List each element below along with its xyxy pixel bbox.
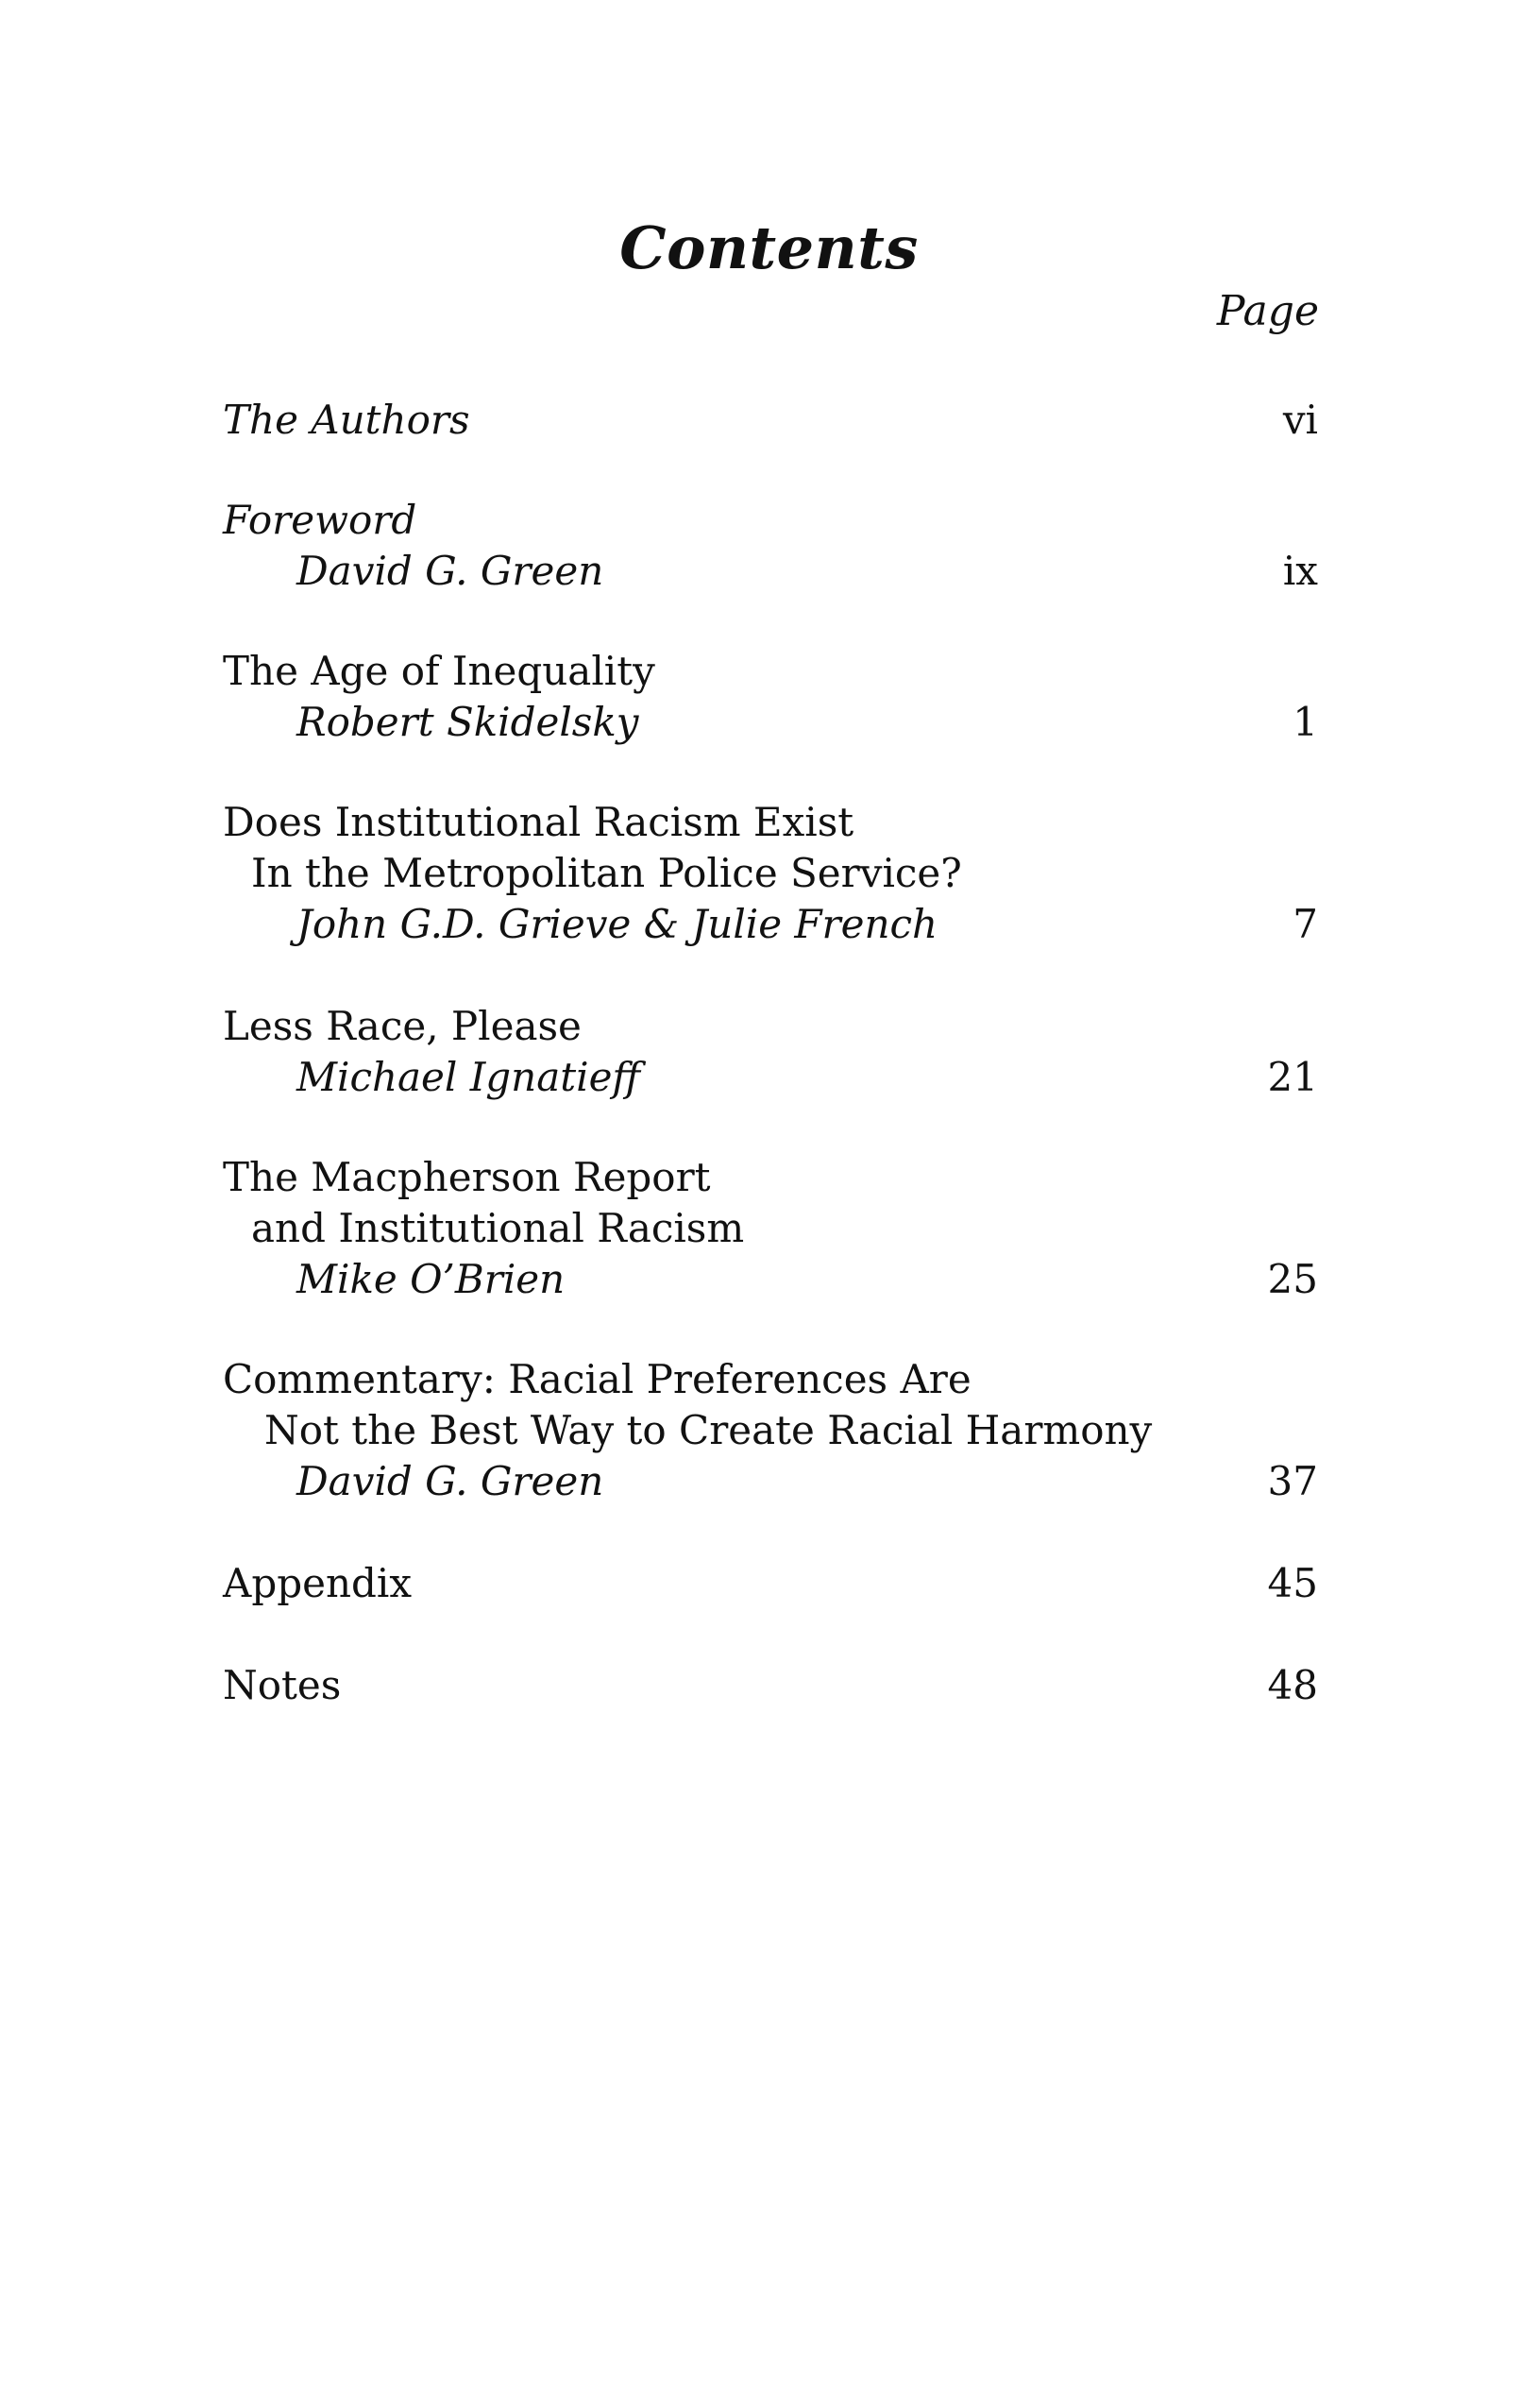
toc-entry-title-continued: In the Metropolitan Police Service? bbox=[251, 850, 962, 896]
toc-entry-title: Commentary: Racial Preferences Are bbox=[223, 1356, 972, 1402]
toc-entry-author: John G.D. Grieve & Julie French bbox=[296, 901, 938, 947]
toc-entry-page: 21 bbox=[1267, 1054, 1318, 1100]
toc-entry-page: 25 bbox=[1267, 1256, 1318, 1302]
toc-entry-title-continued: and Institutional Racism bbox=[251, 1205, 745, 1251]
toc-entry-author: Mike O’Brien bbox=[296, 1256, 566, 1302]
toc-entry-page: 45 bbox=[1267, 1560, 1318, 1606]
toc-entry-page: 48 bbox=[1267, 1662, 1318, 1708]
toc-entry-title-continued: Not the Best Way to Create Racial Harmony bbox=[264, 1407, 1153, 1453]
toc-entry-title: The Macpherson Report bbox=[223, 1154, 711, 1200]
toc-entry-title: The Age of Inequality bbox=[223, 648, 655, 694]
toc-entry-page: 37 bbox=[1267, 1458, 1318, 1504]
table-of-contents bbox=[223, 0, 1318, 2408]
toc-entry-title: Notes bbox=[223, 1662, 342, 1708]
toc-entry-title: Foreword bbox=[223, 497, 417, 543]
toc-entry-author: David G. Green bbox=[296, 548, 604, 594]
toc-entry-title: Appendix bbox=[223, 1560, 413, 1606]
toc-entry-page: vi bbox=[1282, 397, 1318, 443]
toc-entry-title: Less Race, Please bbox=[223, 1003, 582, 1049]
toc-entry-title: The Authors bbox=[223, 397, 470, 443]
toc-entry-page: ix bbox=[1282, 548, 1318, 594]
page-title: Contents bbox=[619, 213, 919, 282]
toc-entry-author: Michael Ignatieff bbox=[296, 1054, 641, 1100]
toc-entry-author: David G. Green bbox=[296, 1458, 604, 1504]
toc-entry-title: Does Institutional Racism Exist bbox=[223, 799, 854, 845]
toc-entry-page: 7 bbox=[1293, 901, 1318, 947]
toc-entry-author: Robert Skidelsky bbox=[296, 699, 639, 745]
toc-entry-page: 1 bbox=[1293, 699, 1318, 745]
page-column-header: Page bbox=[1216, 287, 1319, 335]
